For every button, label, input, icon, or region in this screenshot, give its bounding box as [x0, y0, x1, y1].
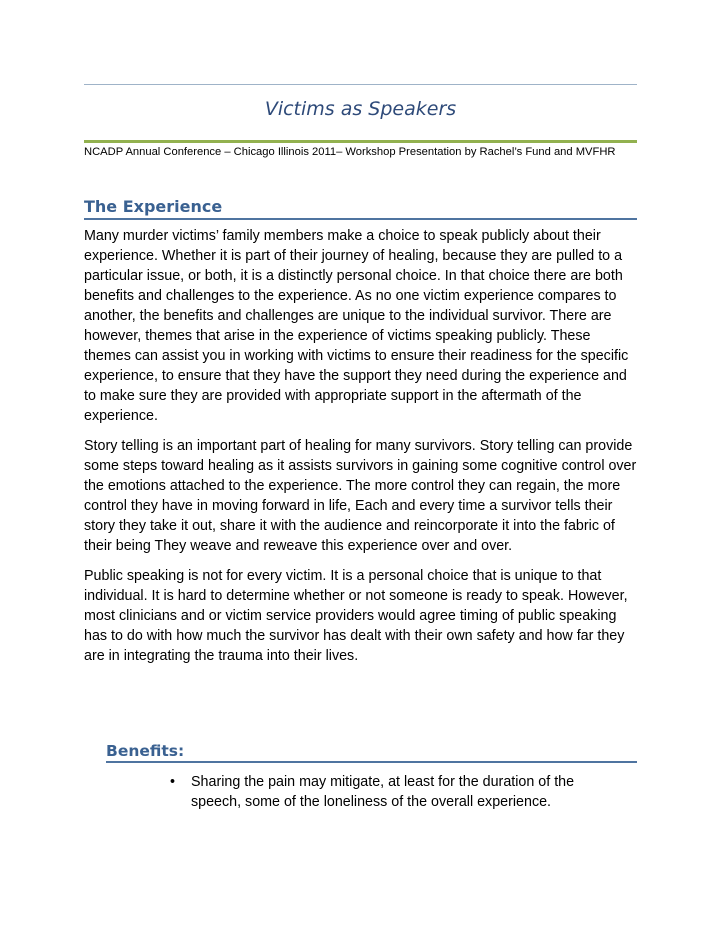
document-title: Victims as Speakers — [264, 98, 457, 120]
section-heading-benefits: Benefits: — [106, 742, 637, 763]
paragraph: Story telling is an important part of healing for many survivors. Story telling can provide some steps toward healing as it assists survivors in gaining some cognitive control over the emotions attached to the experience. The more control they can regain, the more control they have in moving forward in life, Each and every time a survivor tells their story they take it out, share it with the audience and reincorporate it into the fabric of their being They weave and reweave this experience over and over. — [84, 438, 637, 554]
section-body-experience — [84, 226, 640, 676]
top-divider — [84, 84, 637, 85]
section-heading-experience: The Experience — [84, 197, 637, 220]
list-item-text: Sharing the pain may mitigate, at least for the duration of the speech, some of the loneliness of the overall experience. — [191, 774, 575, 810]
list-item — [166, 772, 626, 812]
benefits-list — [166, 772, 626, 812]
title-divider — [84, 140, 637, 143]
bullet-icon: • — [170, 774, 176, 790]
paragraph: Public speaking is not for every victim. It is a personal choice that is unique to that individual. It is hard to determine whether or not someone is ready to speak. However, most clinicians and or victim service providers would agree timing of public speaking has to do with how much the survivor has dealt with their own safety and how far they are in integrating the trauma into their lives. — [84, 568, 628, 664]
document-subtitle: NCADP Annual Conference – Chicago Illinois 2011– Workshop Presentation by Rachel’s Fund and MVFHR — [84, 146, 616, 158]
paragraph: Many murder victims’ family members make a choice to speak publicly about their experience. Whether it is part of their journey of healing, because they are pulled to a particular issue, or both, it is a distinctly personal choice. In that choice there are both benefits and challenges to the experience. As no one victim experience compares to another, the benefits and challenges are unique to the individual survivor. There are however, themes that arise in the experience of victims speaking publicly. These themes can assist you in working with victims to ensure their readiness for the specific experience, to ensure that they have the support they need during the experience and to make sure they are provided with appropriate support in the aftermath of the experience. — [84, 228, 629, 424]
